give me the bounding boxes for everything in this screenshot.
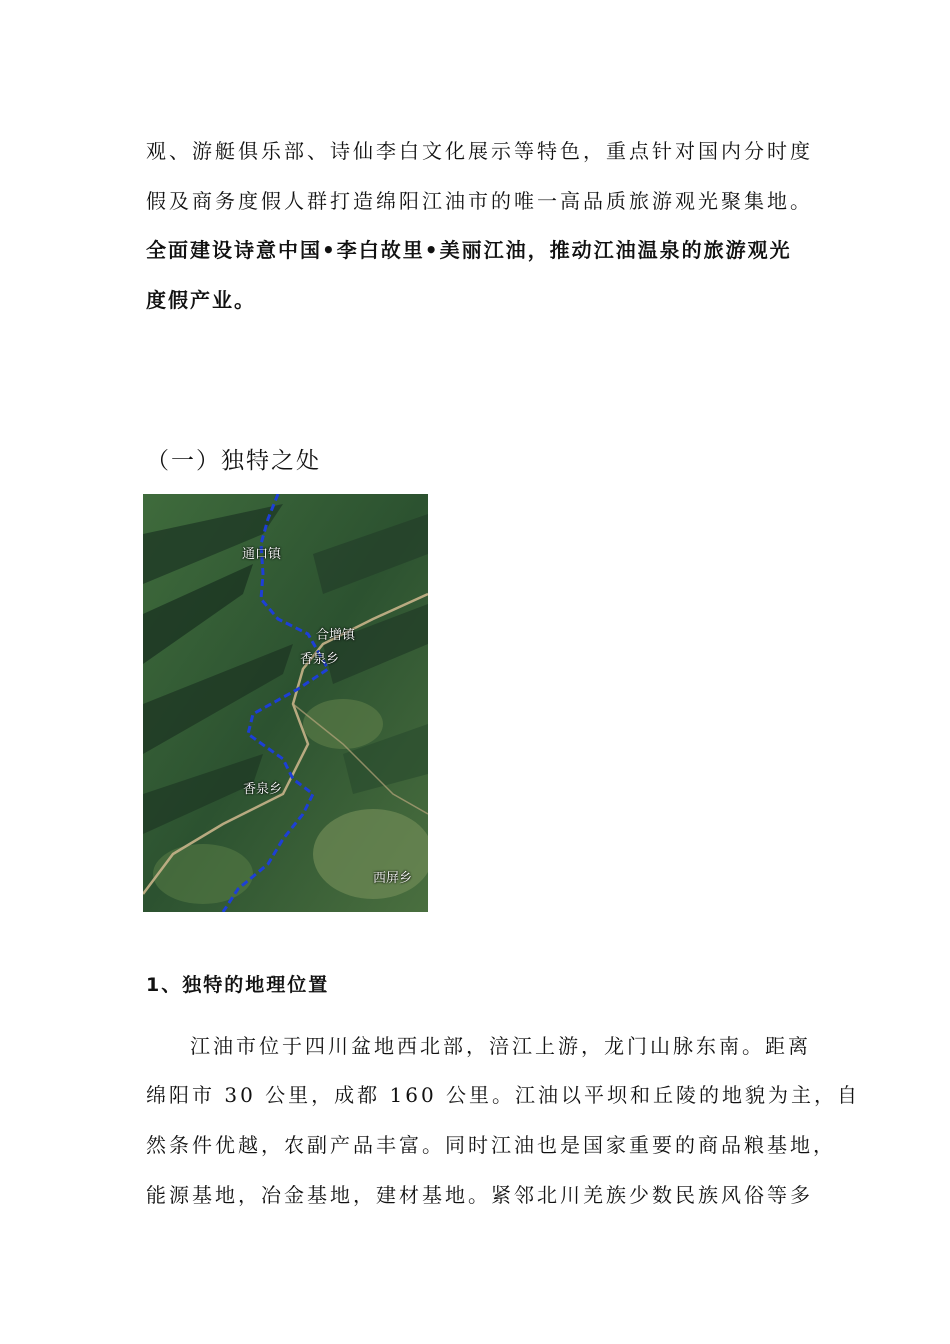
- map-label-xiping: 西屏乡: [373, 871, 413, 886]
- field-patch: [153, 844, 253, 904]
- subsection-title: 1、独特的地理位置: [146, 974, 330, 996]
- paragraph-top-line-2: 假及商务度假人群打造绵阳江油市的唯一高品质旅游观光聚集地。: [146, 189, 813, 213]
- map-label-tongkou: 通口镇: [242, 547, 282, 562]
- bold-statement-line-2: 度假产业。: [146, 288, 256, 312]
- map-label-xiangquan-lower: 香泉乡: [243, 782, 283, 797]
- satellite-map: [143, 494, 428, 912]
- paragraph-geo-line-1: 江油市位于四川盆地西北部，涪江上游，龙门山脉东南。距离: [190, 1034, 811, 1058]
- paragraph-geo-line-3: 然条件优越，农副产品丰富。同时江油也是国家重要的商品粮基地，: [146, 1133, 836, 1157]
- paragraph-geo-line-2: 绵阳市 30 公里，成都 160 公里。江油以平坝和丘陵的地貌为主，自: [146, 1083, 861, 1107]
- section-heading: （一）独特之处: [146, 448, 321, 474]
- map-image: [143, 494, 428, 912]
- bold-statement-line-1: 全面建设诗意中国•李白故里•美丽江油，推动江油温泉的旅游观光: [146, 238, 792, 262]
- map-label-xiangquan-upper: 香泉乡: [300, 652, 340, 667]
- paragraph-geo-line-4: 能源基地，冶金基地，建材基地。紧邻北川羌族少数民族风俗等多: [146, 1183, 813, 1207]
- field-patch: [303, 699, 383, 749]
- map-label-hezeng: 合增镇: [316, 628, 356, 643]
- paragraph-top-line-1: 观、游艇俱乐部、诗仙李白文化展示等特色，重点针对国内分时度: [146, 139, 813, 163]
